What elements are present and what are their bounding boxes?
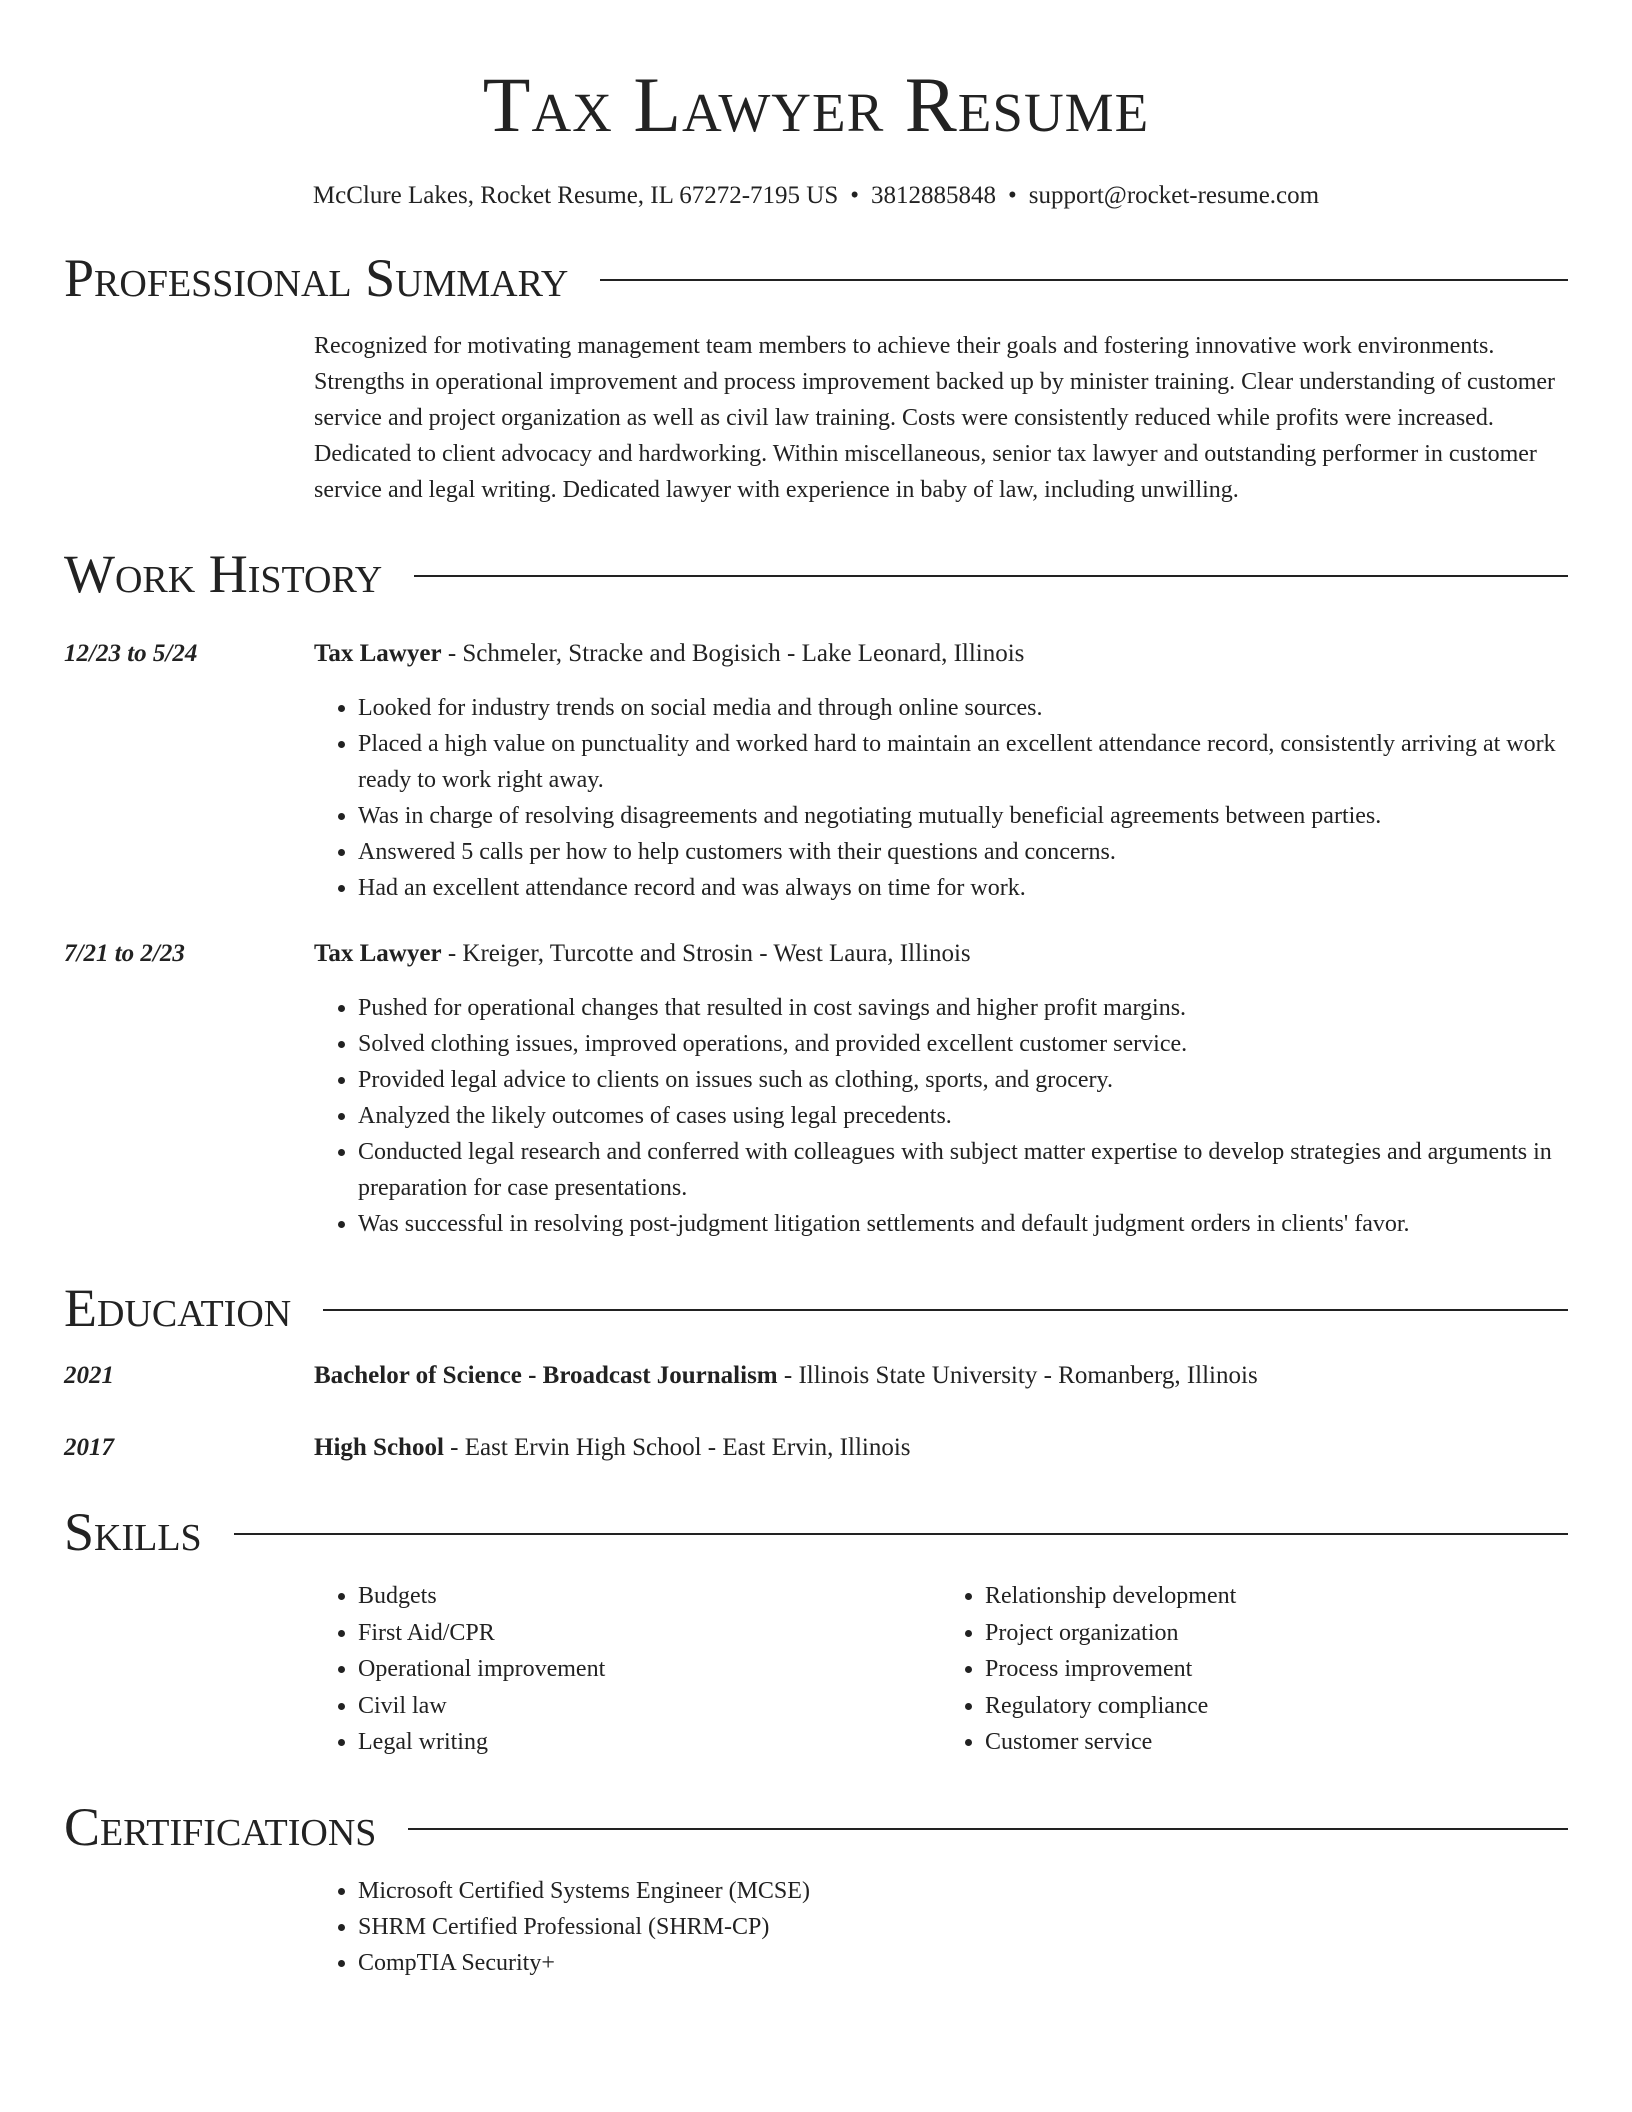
certification-item: • CompTIA Security+ [358,1945,1568,1981]
education-year: 2017 [64,1434,114,1461]
list-item: • Pushed for operational changes that resulted in cost savings and higher profit margins. [358,990,1568,1026]
job-details: - Kreiger, Turcotte and Strosin - West Laura, Illinois [441,940,971,967]
contact-line [64,180,1568,212]
education-heading: Education [64,1278,292,1338]
section-divider [408,1828,1568,1830]
skill-item: • First Aid/CPR [358,1615,941,1652]
skills-row [64,1564,1568,1761]
section-divider [414,575,1568,577]
list-item: • Answered 5 calls per how to help customers with their questions and concerns. [358,834,1568,870]
job-entry [64,636,1568,906]
contact-separator: • [850,182,860,209]
skill-item: • Project organization [985,1615,1568,1652]
job-heading [314,936,1568,972]
summary-section-header [64,246,1568,310]
education-entry [64,1358,1568,1394]
skill-item: • Relationship development [985,1578,1568,1615]
job-title: Tax Lawyer [314,940,442,967]
contact-separator: • [1008,182,1017,209]
list-item: • Solved clothing issues, improved operations, and provided excellent customer service. [358,1026,1568,1062]
skills-grid [314,1578,1568,1761]
list-item: • Provided legal advice to clients on issues such as clothing, sports, and grocery. [358,1062,1568,1098]
job-heading [314,636,1568,672]
list-item: • Was in charge of resolving disagreements and negotiating mutually beneficial agreements between parties. [358,798,1568,834]
resume-title: Tax Lawyer Resume [482,61,1150,148]
job-title: Tax Lawyer [314,640,442,667]
education-section-header [64,1276,1568,1340]
education-degree: High School [314,1434,444,1461]
contact-email: support@rocket-resume.com [1028,182,1320,209]
summary-heading: Professional Summary [64,248,569,308]
skill-item: • Process improvement [985,1651,1568,1688]
list-item: • Had an excellent attendance record and was always on time for work. [358,870,1568,906]
certifications-heading: Certifications [64,1796,377,1857]
education-year: 2021 [64,1362,114,1389]
certifications-row [64,1859,1568,1981]
job-dates: 7/21 to 2/23 [64,940,185,967]
certifications-list [314,1873,1568,1981]
list-item: • Analyzed the likely outcomes of cases using legal precedents. [358,1098,1568,1134]
job-bullets [314,990,1568,1242]
skills-section-header [64,1500,1568,1564]
section-divider [323,1309,1568,1311]
job-entry [64,936,1568,1242]
education-degree: Bachelor of Science - Broadcast Journalism [314,1362,778,1389]
skills-list-left [314,1578,941,1761]
summary-text: Recognized for motivating management team members to achieve their goals and fostering innovative work environments. Strengths in operational improvement and process improvement backed up by minister training. Clear understanding of customer service and project organization as well as civil law training. Costs were consistently reduced while profits were increased. Dedicated to client advocacy and hardworking. Within miscellaneous, senior tax lawyer and outstanding performer in customer service and legal writing. Dedicated lawyer with experience in baby of law, including unwilling. [314,333,1556,503]
skill-item: • Customer service [985,1724,1568,1761]
certification-item: • SHRM Certified Professional (SHRM-CP) [358,1909,1568,1945]
list-item: • Placed a high value on punctuality and worked hard to maintain an excellent attendance record, consistently arriving at work ready to work right away. [358,726,1568,798]
contact-address: McClure Lakes, Rocket Resume, IL 67272-7195 US [312,182,839,209]
skill-item: • Legal writing [358,1724,941,1761]
skill-item: • Operational improvement [358,1651,941,1688]
education-details: - Illinois State University - Romanberg, Illinois [777,1362,1258,1389]
job-dates: 12/23 to 5/24 [64,640,198,667]
list-item: • Was successful in resolving post-judgment litigation settlements and default judgment orders in clients' favor. [358,1206,1568,1242]
section-divider [234,1533,1568,1535]
skills-list-right [941,1578,1568,1761]
list-item: • Looked for industry trends on social media and through online sources. [358,690,1568,726]
skill-item: • Budgets [358,1578,941,1615]
work-section-header [64,542,1568,606]
skills-heading: Skills [64,1502,202,1562]
section-divider [600,279,1568,281]
certification-item: • Microsoft Certified Systems Engineer (MCSE) [358,1873,1568,1909]
summary-row [64,328,1568,508]
certifications-section-header [64,1795,1568,1859]
work-heading: Work History [64,544,383,604]
job-bullets [314,690,1568,906]
contact-phone: 3812885848 [871,182,997,209]
skill-item: • Regulatory compliance [985,1688,1568,1725]
skill-item: • Civil law [358,1688,941,1725]
job-details: - Schmeler, Stracke and Bogisich - Lake Leonard, Illinois [441,640,1025,667]
education-entry [64,1430,1568,1466]
list-item: • Conducted legal research and conferred with colleagues with subject matter expertise to develop strategies and arguments in preparation for case presentations. [358,1134,1568,1206]
education-details: - East Ervin High School - East Ervin, Illinois [443,1434,911,1461]
